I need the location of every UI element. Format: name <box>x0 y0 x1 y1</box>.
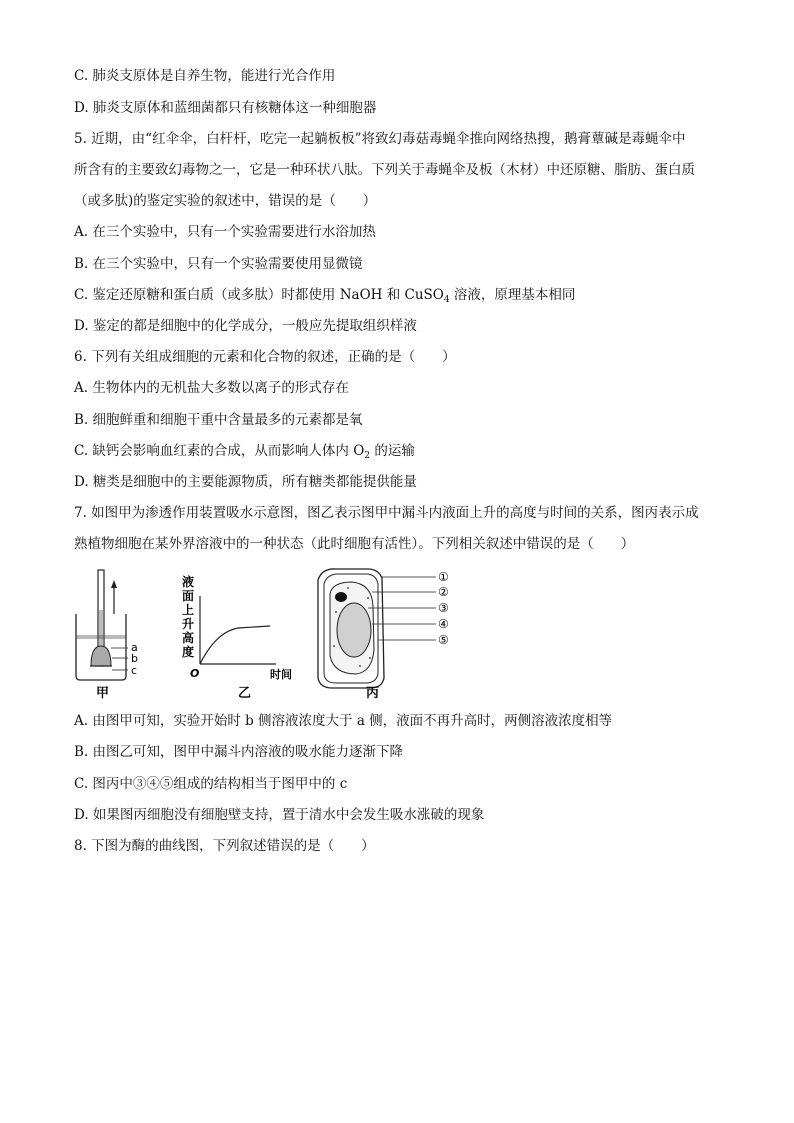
question-6: 6. 下列有关组成细胞的元素和化合物的叙述，正确的是（ ） <box>74 349 456 365</box>
figure-bing <box>318 569 449 701</box>
yi-ylabel-5: 高 <box>182 631 195 645</box>
yi-ylabel-6: 度 <box>182 645 195 659</box>
question-5-line-1: 5. 近期，由“红伞伞，白杆杆，吃完一起躺板板”将致幻毒菇毒蝇伞推向网络热搜，鹅膏蕈碱是毒蝇伞中 <box>74 131 686 147</box>
option-c-q5-text-end: 溶液，原理基本相同 <box>449 287 576 303</box>
option-b-q7: B. 由图乙可知，图甲中漏斗内溶液的吸水能力逐渐下降 <box>74 744 404 760</box>
caption-yi: 乙 <box>238 686 252 701</box>
caption-bing: 丙 <box>366 686 380 701</box>
option-a-q5: A. 在三个实验中，只有一个实验需要进行水浴加热 <box>74 224 376 240</box>
option-a-q7: A. 由图甲可知，实验开始时 b 侧溶液浓度大于 a 侧，液面不再升高时，两侧溶液浓度相等 <box>74 713 613 729</box>
option-c-q5 <box>74 286 575 309</box>
question-5-line-2: 所含有的主要致幻毒物之一，它是一种环状八肽。下列关于毒蝇伞及板（木材）中还原糖、脂肪、蛋白质 <box>74 162 695 178</box>
option-d-q6: D. 糖类是细胞中的主要能源物质，所有糖类都能提供能量 <box>74 474 417 490</box>
subscript: 2 <box>364 451 371 461</box>
question-8: 8. 下图为酶的曲线图，下列叙述错误的是（ ） <box>74 838 375 854</box>
label-5: ⑤ <box>438 633 449 647</box>
option-c-q7: C. 图丙中③④⑤组成的结构相当于图甲中的 c <box>74 776 348 792</box>
question-7-line-2: 熟植物细胞在某外界溶液中的一种状态（此时细胞有活性）。下列相关叙述中错误的是（ ） <box>74 536 635 552</box>
label-b: b <box>131 652 138 665</box>
subscript: 4 <box>443 295 450 305</box>
label-1: ① <box>438 570 449 584</box>
osmosis-figure <box>66 566 486 706</box>
yi-xlabel: 时间 <box>270 668 292 681</box>
yi-origin: O <box>190 667 200 680</box>
question-7-line-1: 7. 如图甲为渗透作用装置吸水示意图，图乙表示图甲中漏斗内液面上升的高度与时间的关系，图丙表示成 <box>74 505 699 521</box>
caption-jia: 甲 <box>96 686 110 701</box>
option-c-q4: C. 肺炎支原体是自养生物，能进行光合作用 <box>74 68 336 84</box>
label-c: c <box>131 664 138 677</box>
option-c-q6-text: C. 缺钙会影响血红素的合成，从而影响人体内 O <box>74 443 365 459</box>
option-c-q6-text-end: 的运输 <box>370 443 415 459</box>
option-b-q5: B. 在三个实验中，只有一个实验需要使用显微镜 <box>74 256 363 272</box>
label-3: ③ <box>438 601 449 615</box>
label-2: ② <box>438 585 449 599</box>
option-d-q4: D. 肺炎支原体和蓝细菌都只有核糖体这一种细胞器 <box>74 100 377 116</box>
label-a: a <box>131 641 138 654</box>
yi-ylabel-1: 液 <box>182 575 195 589</box>
option-c-q6 <box>74 442 415 465</box>
osmosis-figure-drawing <box>66 566 486 706</box>
yi-ylabel-3: 上 <box>182 603 195 617</box>
figure-jia <box>76 570 138 701</box>
option-a-q6: A. 生物体内的无机盐大多数以离子的形式存在 <box>74 380 349 396</box>
yi-ylabel-4: 升 <box>182 617 195 631</box>
option-b-q6: B. 细胞鲜重和细胞干重中含量最多的元素都是氧 <box>74 412 363 428</box>
question-5-line-3: （或多肽)的鉴定实验的叙述中，错误的是（ ） <box>74 193 377 209</box>
option-d-q5: D. 鉴定的都是细胞中的化学成分，一般应先提取组织样液 <box>74 318 417 334</box>
option-d-q7: D. 如果图丙细胞没有细胞壁支持，置于清水中会发生吸水涨破的现象 <box>74 807 485 823</box>
yi-ylabel-2: 面 <box>182 589 195 603</box>
label-4: ④ <box>438 617 449 631</box>
option-c-q5-text: C. 鉴定还原糖和蛋白质（或多肽）时都使用 NaOH 和 CuSO <box>74 287 444 303</box>
figure-yi <box>182 574 292 701</box>
